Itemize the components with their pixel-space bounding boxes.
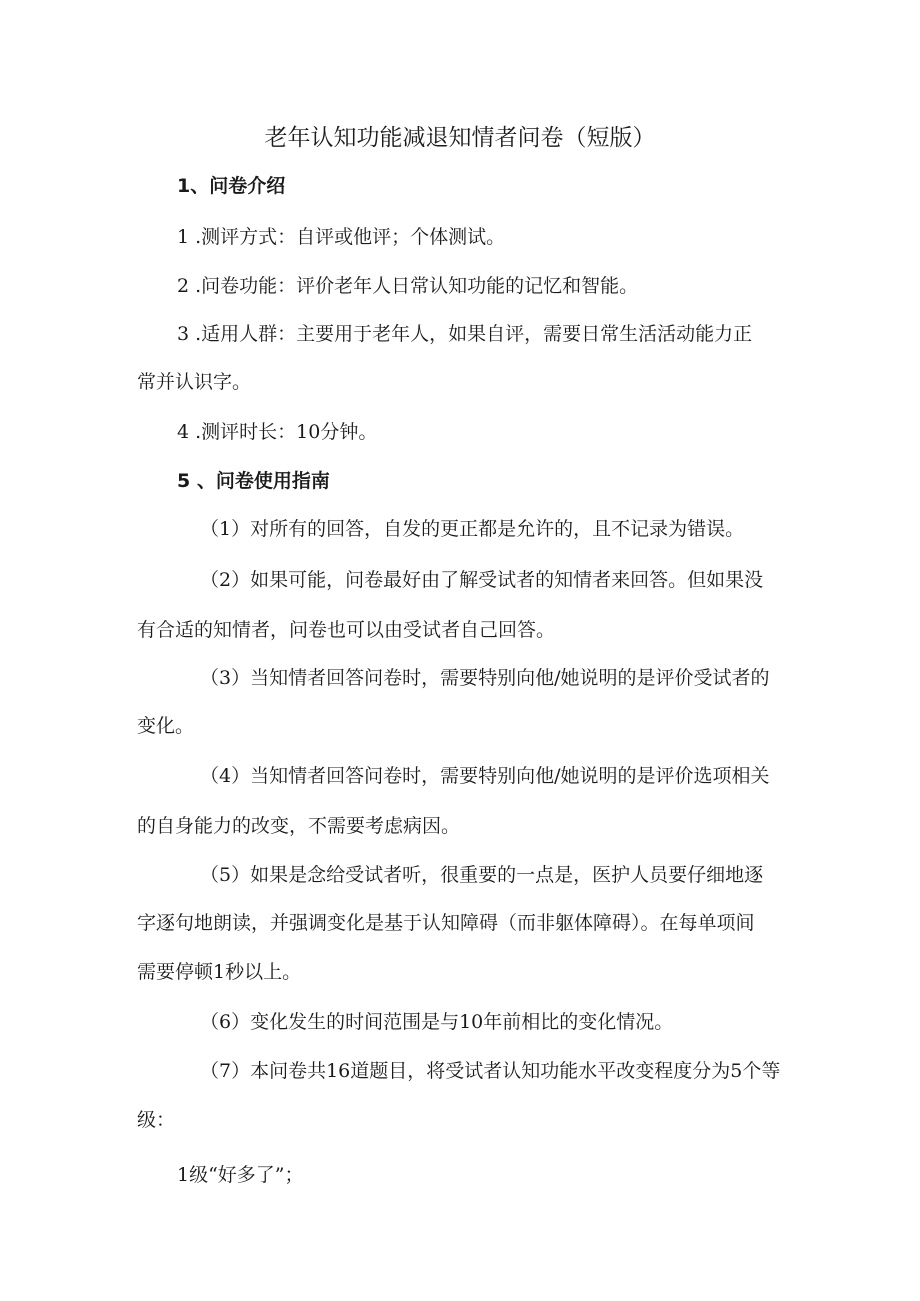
intro-item-population-cont: 常并认识字。: [137, 371, 252, 393]
guide-item-1: （1）对所有的回答，自发的更正都是允许的，且不记录为错误。: [200, 518, 745, 540]
section-heading-intro: 1、问卷介绍: [177, 175, 286, 197]
guide-item-2-cont: 有合适的知情者，问卷也可以由受试者自己回答。: [137, 619, 556, 641]
level-1: 1级“好多了”；: [177, 1164, 304, 1186]
intro-item-method: 1 .测评方式：自评或他评；个体测试。: [177, 226, 506, 248]
guide-item-7-cont: 级：: [137, 1109, 176, 1131]
guide-item-4: （4）当知情者回答问卷时，需要特别向他/她说明的是评价选项相关: [200, 765, 770, 787]
page-title: 老年认知功能减退知情者问卷（短版）: [264, 125, 656, 151]
guide-item-3: （3）当知情者回答问卷时，需要特别向他/她说明的是评价受试者的: [200, 667, 770, 689]
guide-item-6: （6）变化发生的时间范围是与10年前相比的变化情况。: [200, 1011, 674, 1033]
intro-item-function: 2 .问卷功能：评价老年人日常认知功能的记忆和智能。: [177, 275, 639, 297]
guide-item-2: （2）如果可能，问卷最好由了解受试者的知情者来回答。但如果没: [200, 569, 764, 591]
guide-item-5: （5）如果是念给受试者听，很重要的一点是，医护人员要仔细地逐: [200, 864, 764, 886]
guide-item-5-cont: 字逐句地朗读，并强调变化是基于认知障碍（而非躯体障碍）。在每单项间: [137, 912, 755, 934]
guide-item-4-cont: 的自身能力的改变，不需要考虑病因。: [137, 815, 461, 837]
intro-item-population: 3 .适用人群：主要用于老年人，如果自评，需要日常生活活动能力正: [177, 323, 753, 345]
guide-item-5-cont2: 需要停顿1秒以上。: [137, 961, 302, 983]
intro-item-duration: 4 .测评时长：10分钟。: [177, 421, 378, 443]
guide-item-7: （7）本问卷共16道题目，将受试者认知功能水平改变程度分为5个等: [200, 1060, 781, 1082]
section-heading-guide: 5 、问卷使用指南: [177, 470, 330, 492]
guide-item-3-cont: 变化。: [137, 715, 195, 737]
